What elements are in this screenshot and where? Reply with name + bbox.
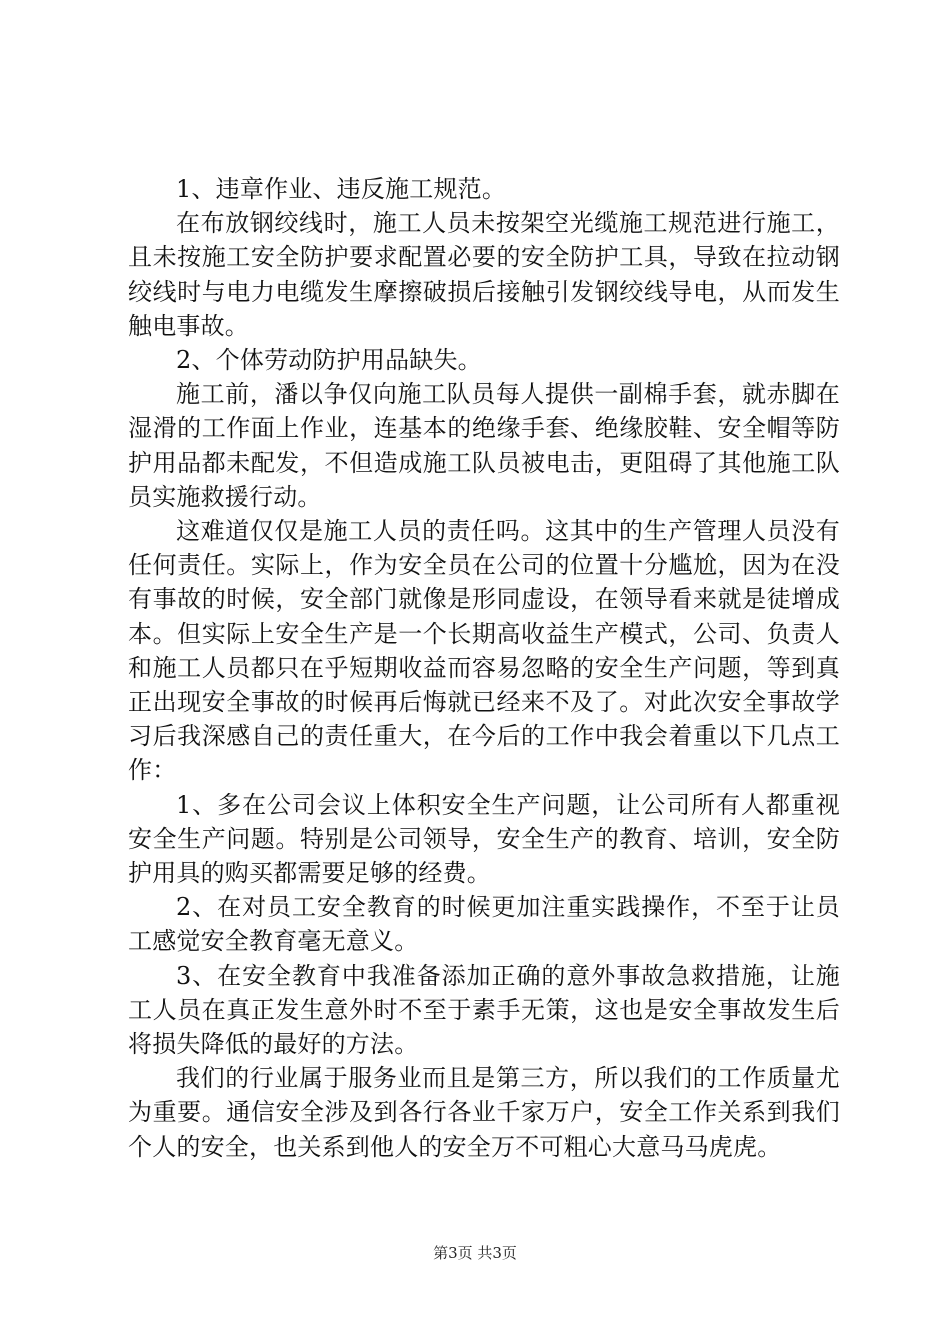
paragraph-measure-2: 2、在对员工安全教育的时候更加注重实践操作，不至于让员工感觉安全教育毫无意义。: [128, 893, 840, 956]
paragraph-conclusion: 我们的行业属于服务业而且是第三方，所以我们的工作质量尤为重要。通信安全涉及到各行各业千家万户，安全工作关系到我们个人的安全，也关系到他人的安全万不可粗心大意马马虎虎。: [128, 1064, 840, 1161]
paragraph-measure-1: 1、多在公司会议上体积安全生产问题，让公司所有人都重视安全生产问题。特别是公司领导，安全生产的教育、培训，安全防护用具的购买都需要足够的经费。: [128, 790, 840, 888]
paragraph-heading-violation: 1、违章作业、违反施工规范。: [176, 175, 507, 203]
paragraph-responsibility: 这难道仅仅是施工人员的责任吗。这其中的生产管理人员没有任何责任。实际上，作为安全员在公司的位置十分尴尬，因为在没有事故的时候，安全部门就像是形同虚设，在领导看来就是徒增成本。但实际上安全生产是一个长期高收益生产模式，公司、负责人和施工人员都只在乎短期收益而容易忽略的安全生产问题，等到真正出现安全事故的时候再后悔就已经来不及了。对此次安全事故学习后我深感自己的责任重大，在今后的工作中我会着重以下几点工作：: [128, 517, 840, 785]
page-number-footer: 第3页 共3页: [433, 1244, 517, 1262]
paragraph-measure-3: 3、在安全教育中我准备添加正确的意外事故急救措施，让施工人员在真正发生意外时不至于素手无策，这也是安全事故发生后将损失降低的最好的方法。: [128, 961, 840, 1059]
paragraph-violation-detail: 在布放钢绞线时，施工人员未按架空光缆施工规范进行施工，且未按施工安全防护要求配置必要的安全防护工具，导致在拉动钢绞线时与电力电缆发生摩擦破损后接触引发钢绞线导电，从而发生触电事故。: [128, 209, 840, 340]
paragraph-protective-gear-detail: 施工前，潘以争仅向施工队员每人提供一副棉手套，就赤脚在湿滑的工作面上作业，连基本的绝缘手套、绝缘胶鞋、安全帽等防护用品都未配发，不但造成施工队员被电击，更阻碍了其他施工队员实施救援行动。: [128, 380, 840, 511]
paragraph-heading-protective-gear: 2、个体劳动防护用品缺失。: [176, 346, 482, 375]
document-body: [128, 172, 840, 1164]
